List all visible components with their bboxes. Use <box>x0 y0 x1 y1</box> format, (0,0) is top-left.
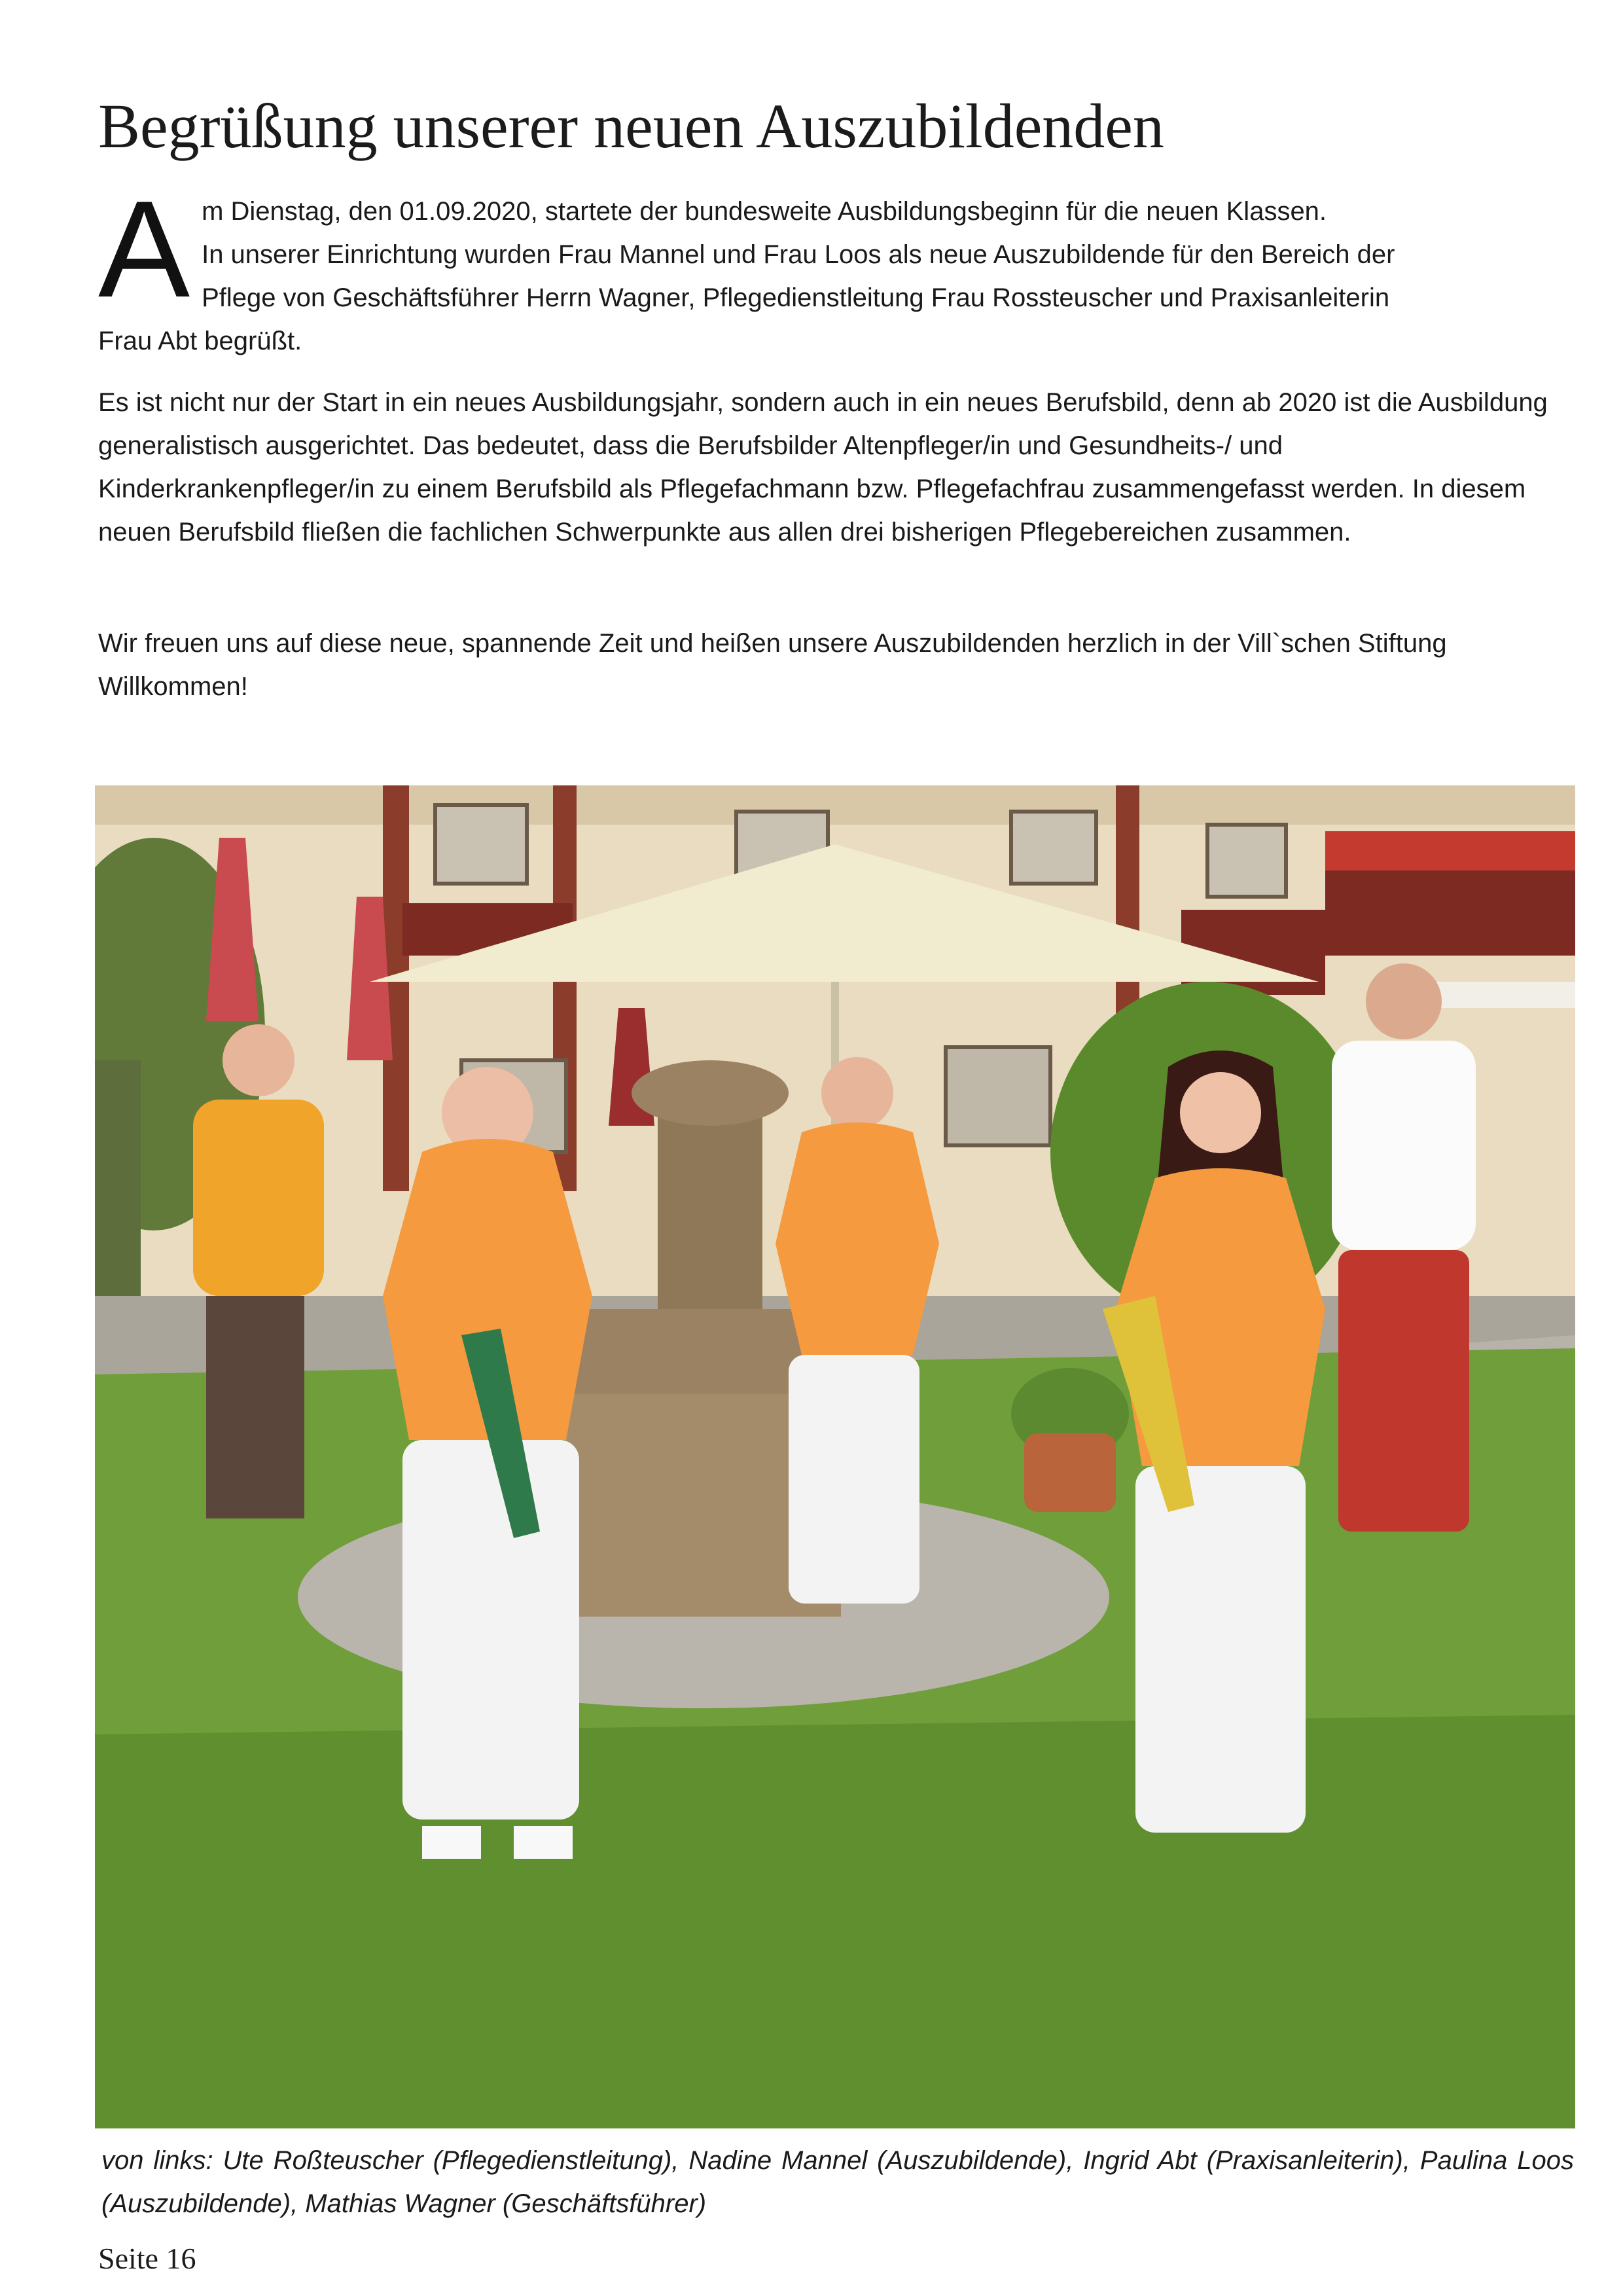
lead-line: Frau Abt begrüßt. <box>98 327 302 355</box>
lead-line: In unserer Einrichtung wurden Frau Mannel und Frau Loos als neue Auszubildende für den Bereich der <box>202 240 1395 269</box>
balcony <box>1325 864 1575 956</box>
planter <box>1024 1433 1116 1512</box>
flower-boxes <box>1325 831 1575 870</box>
page-number: Seite 16 <box>98 2242 196 2275</box>
lead-line: Pflege von Geschäftsführer Herrn Wagner, Pflegedienstleitung Frau Rossteuscher und Praxisanleiterin <box>202 283 1390 312</box>
person-mathias <box>1332 963 1476 1532</box>
body-paragraph-3 <box>98 622 1564 708</box>
paragraph-text: Es ist nicht nur der Start in ein neues Ausbildungsjahr, sondern auch in ein neues Berufsbild, denn ab 2020 ist die Ausbildung generalistisch ausgerichtet. Das bedeutet, dass die Berufsbilder Altenpfleger/in und Gesundheits-/ und Kinderkrankenpfleger/in zu einem Berufsbild als Pflegefachmann bzw. Pflegefachfrau zusammengefasst werden. In diesem neuen Berufsbild fließen die fachlichen Schwerpunkte aus allen drei bisherigen Pflegebereichen zusammen. <box>98 388 1548 547</box>
group-photo <box>95 785 1575 2128</box>
body-paragraph-2 <box>98 381 1564 554</box>
paragraph-text: Wir freuen uns auf diese neue, spannende Zeit und heißen unsere Auszubildenden herzlich in der Vill`schen Stiftung Willkommen! <box>98 629 1447 701</box>
lead-line: m Dienstag, den 01.09.2020, startete der bundesweite Ausbildungsbeginn für die neuen Klassen. <box>202 197 1327 226</box>
photo-caption: von links: Ute Roßteuscher (Pflegedienstleitung), Nadine Mannel (Auszubildende), Ingrid Abt (Praxisanleiterin), Paulina Loos (Auszubildende), Mathias Wagner (Geschäftsführer) <box>101 2146 1574 2218</box>
person-nadine <box>383 1067 592 1859</box>
article-title: Begrüßung unserer neuen Auszubildenden <box>98 91 1164 161</box>
drop-cap: A <box>98 172 190 326</box>
lead-paragraph <box>98 172 1564 363</box>
